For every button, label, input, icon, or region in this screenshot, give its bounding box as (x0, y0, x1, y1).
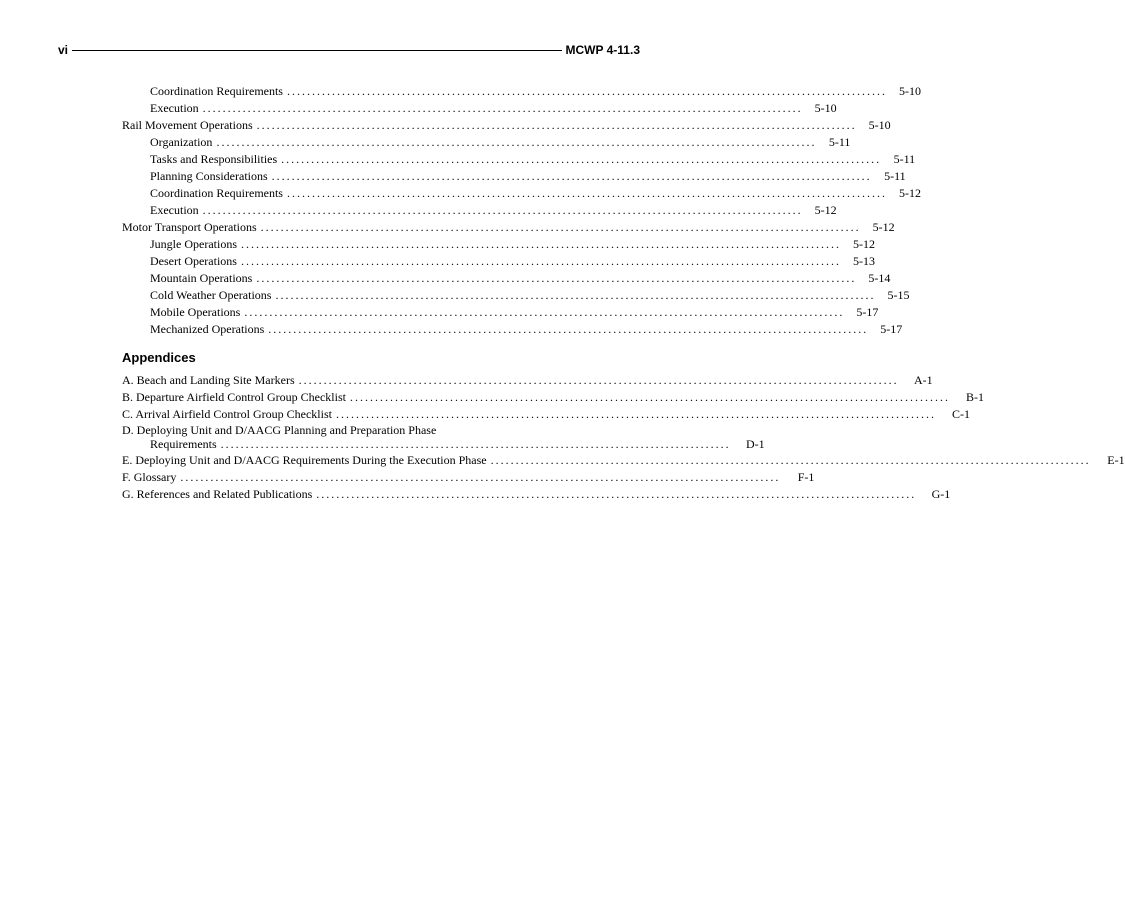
toc-entry-page: 5-12 (872, 220, 895, 234)
toc-entry[interactable] (122, 287, 910, 304)
appendices-heading: Appendices (122, 350, 196, 365)
toc-entry[interactable] (122, 202, 837, 219)
toc-entry[interactable] (122, 389, 984, 406)
toc-entry[interactable] (122, 469, 815, 486)
dot-leader: ........................................................................................................................ (240, 237, 841, 251)
toc-entry[interactable] (122, 406, 970, 423)
dot-leader: ........................................................................................................................ (349, 390, 950, 404)
toc-entry[interactable] (122, 486, 951, 503)
toc-entry-title: Planning Considerations (150, 169, 268, 183)
dot-leader: ........................................................................................................................ (286, 186, 887, 200)
publication-id: MCWP 4-11.3 (565, 43, 640, 57)
toc-entry-page: 5-14 (868, 271, 891, 285)
toc-entry-page: 5-17 (856, 305, 879, 319)
toc-entry-title: Rail Movement Operations (122, 118, 253, 132)
toc-entry[interactable] (122, 304, 879, 321)
dot-leader: ........................................................................................................................ (202, 203, 803, 217)
toc-entry-title: G. References and Related Publications (122, 487, 313, 501)
toc-entry[interactable] (122, 236, 875, 253)
dot-leader: ........................................................................................................................ (216, 135, 817, 149)
dot-leader: ...................................................................................................... (220, 437, 731, 451)
toc-entry-appendix-d[interactable] (122, 423, 765, 452)
toc-entry[interactable] (122, 117, 891, 134)
dot-leader: ........................................................................................................................ (281, 152, 882, 166)
toc-entry-page: G-1 (931, 487, 951, 501)
toc-entry-title: Motor Transport Operations (122, 220, 257, 234)
toc-entry-title: Coordination Requirements (150, 84, 283, 98)
toc-entry[interactable] (122, 151, 916, 168)
toc-entry-page: 5-12 (852, 237, 875, 251)
toc-entry[interactable] (122, 372, 933, 389)
toc-entry-title: Desert Operations (150, 254, 237, 268)
toc-entry[interactable] (122, 452, 1125, 469)
toc-entry[interactable] (122, 270, 891, 287)
toc-entry-title: Jungle Operations (150, 237, 237, 251)
toc-entry-page: E-1 (1107, 453, 1125, 467)
dot-leader: ........................................................................................................................ (271, 169, 872, 183)
toc-entry-page: 5-12 (898, 186, 921, 200)
toc-entry-title: A. Beach and Landing Site Markers (122, 373, 295, 387)
dot-leader: ........................................................................................................................ (298, 373, 899, 387)
toc-entry-page: 5-13 (852, 254, 875, 268)
dot-leader: ........................................................................................................................ (286, 84, 887, 98)
toc-entry[interactable] (122, 321, 903, 338)
toc-entry-page: B-1 (965, 390, 984, 404)
toc-entry-page: C-1 (951, 407, 970, 421)
toc-entry-title: D. Deploying Unit and D/AACG Planning and Preparation Phase (122, 423, 437, 437)
dot-leader: ........................................................................................................................ (316, 487, 917, 501)
appendix-entries-tail (122, 452, 1125, 503)
appendix-entries (122, 372, 984, 423)
dot-leader: ........................................................................................................................ (260, 220, 861, 234)
toc-entry-title: Coordination Requirements (150, 186, 283, 200)
page-header (58, 42, 640, 58)
toc-entry[interactable] (122, 219, 895, 236)
toc-entry-title: Cold Weather Operations (150, 288, 272, 302)
toc-entry[interactable] (122, 100, 837, 117)
dot-leader: ........................................................................................................................ (256, 118, 857, 132)
page-number-label: vi (58, 43, 69, 57)
dot-leader: ........................................................................................................................ (490, 453, 1091, 467)
toc-entry-title: Execution (150, 203, 199, 217)
dot-leader: ........................................................................................................................ (268, 322, 869, 336)
dot-leader: ........................................................................................................................ (240, 254, 841, 268)
toc-entries (122, 83, 921, 338)
table-of-contents (122, 83, 1125, 503)
dot-leader: ........................................................................................................................ (244, 305, 845, 319)
toc-entry-title: Tasks and Responsibilities (150, 152, 278, 166)
toc-entry[interactable] (122, 134, 851, 151)
toc-entry-page: 5-11 (893, 152, 916, 166)
dot-leader: ........................................................................................................................ (180, 470, 781, 484)
header-rule (72, 50, 562, 51)
toc-entry-page: 5-15 (887, 288, 910, 302)
toc-entry-page: 5-10 (868, 118, 891, 132)
toc-entry-title-continued: Requirements (150, 437, 217, 451)
toc-entry-title: Organization (150, 135, 213, 149)
toc-entry-title: F. Glossary (122, 470, 177, 484)
toc-entry-page: D-1 (745, 437, 765, 451)
toc-entry-page: 5-10 (898, 84, 921, 98)
toc-entry-page: 5-12 (814, 203, 837, 217)
toc-entry[interactable] (122, 185, 921, 202)
toc-entry[interactable] (122, 83, 921, 100)
toc-entry-page: 5-11 (884, 169, 906, 183)
toc-entry-title: Mountain Operations (150, 271, 253, 285)
toc-entry-page: F-1 (797, 470, 815, 484)
dot-leader: ........................................................................................................................ (335, 407, 936, 421)
dot-leader: ........................................................................................................................ (275, 288, 876, 302)
dot-leader: ........................................................................................................................ (256, 271, 857, 285)
toc-entry-title: E. Deploying Unit and D/AACG Requirements During the Execution Phase (122, 453, 487, 467)
toc-entry-page: 5-11 (828, 135, 851, 149)
toc-entry-title: Mechanized Operations (150, 322, 265, 336)
toc-entry-title: Mobile Operations (150, 305, 241, 319)
dot-leader: ........................................................................................................................ (202, 101, 803, 115)
toc-entry-page: 5-10 (814, 101, 837, 115)
toc-entry-page: 5-17 (880, 322, 903, 336)
toc-entry-title: B. Departure Airfield Control Group Checklist (122, 390, 346, 404)
toc-entry[interactable] (122, 253, 875, 270)
toc-entry[interactable] (122, 168, 906, 185)
toc-entry-title: Execution (150, 101, 199, 115)
toc-entry-page: A-1 (913, 373, 933, 387)
toc-entry-title: C. Arrival Airfield Control Group Checklist (122, 407, 332, 421)
